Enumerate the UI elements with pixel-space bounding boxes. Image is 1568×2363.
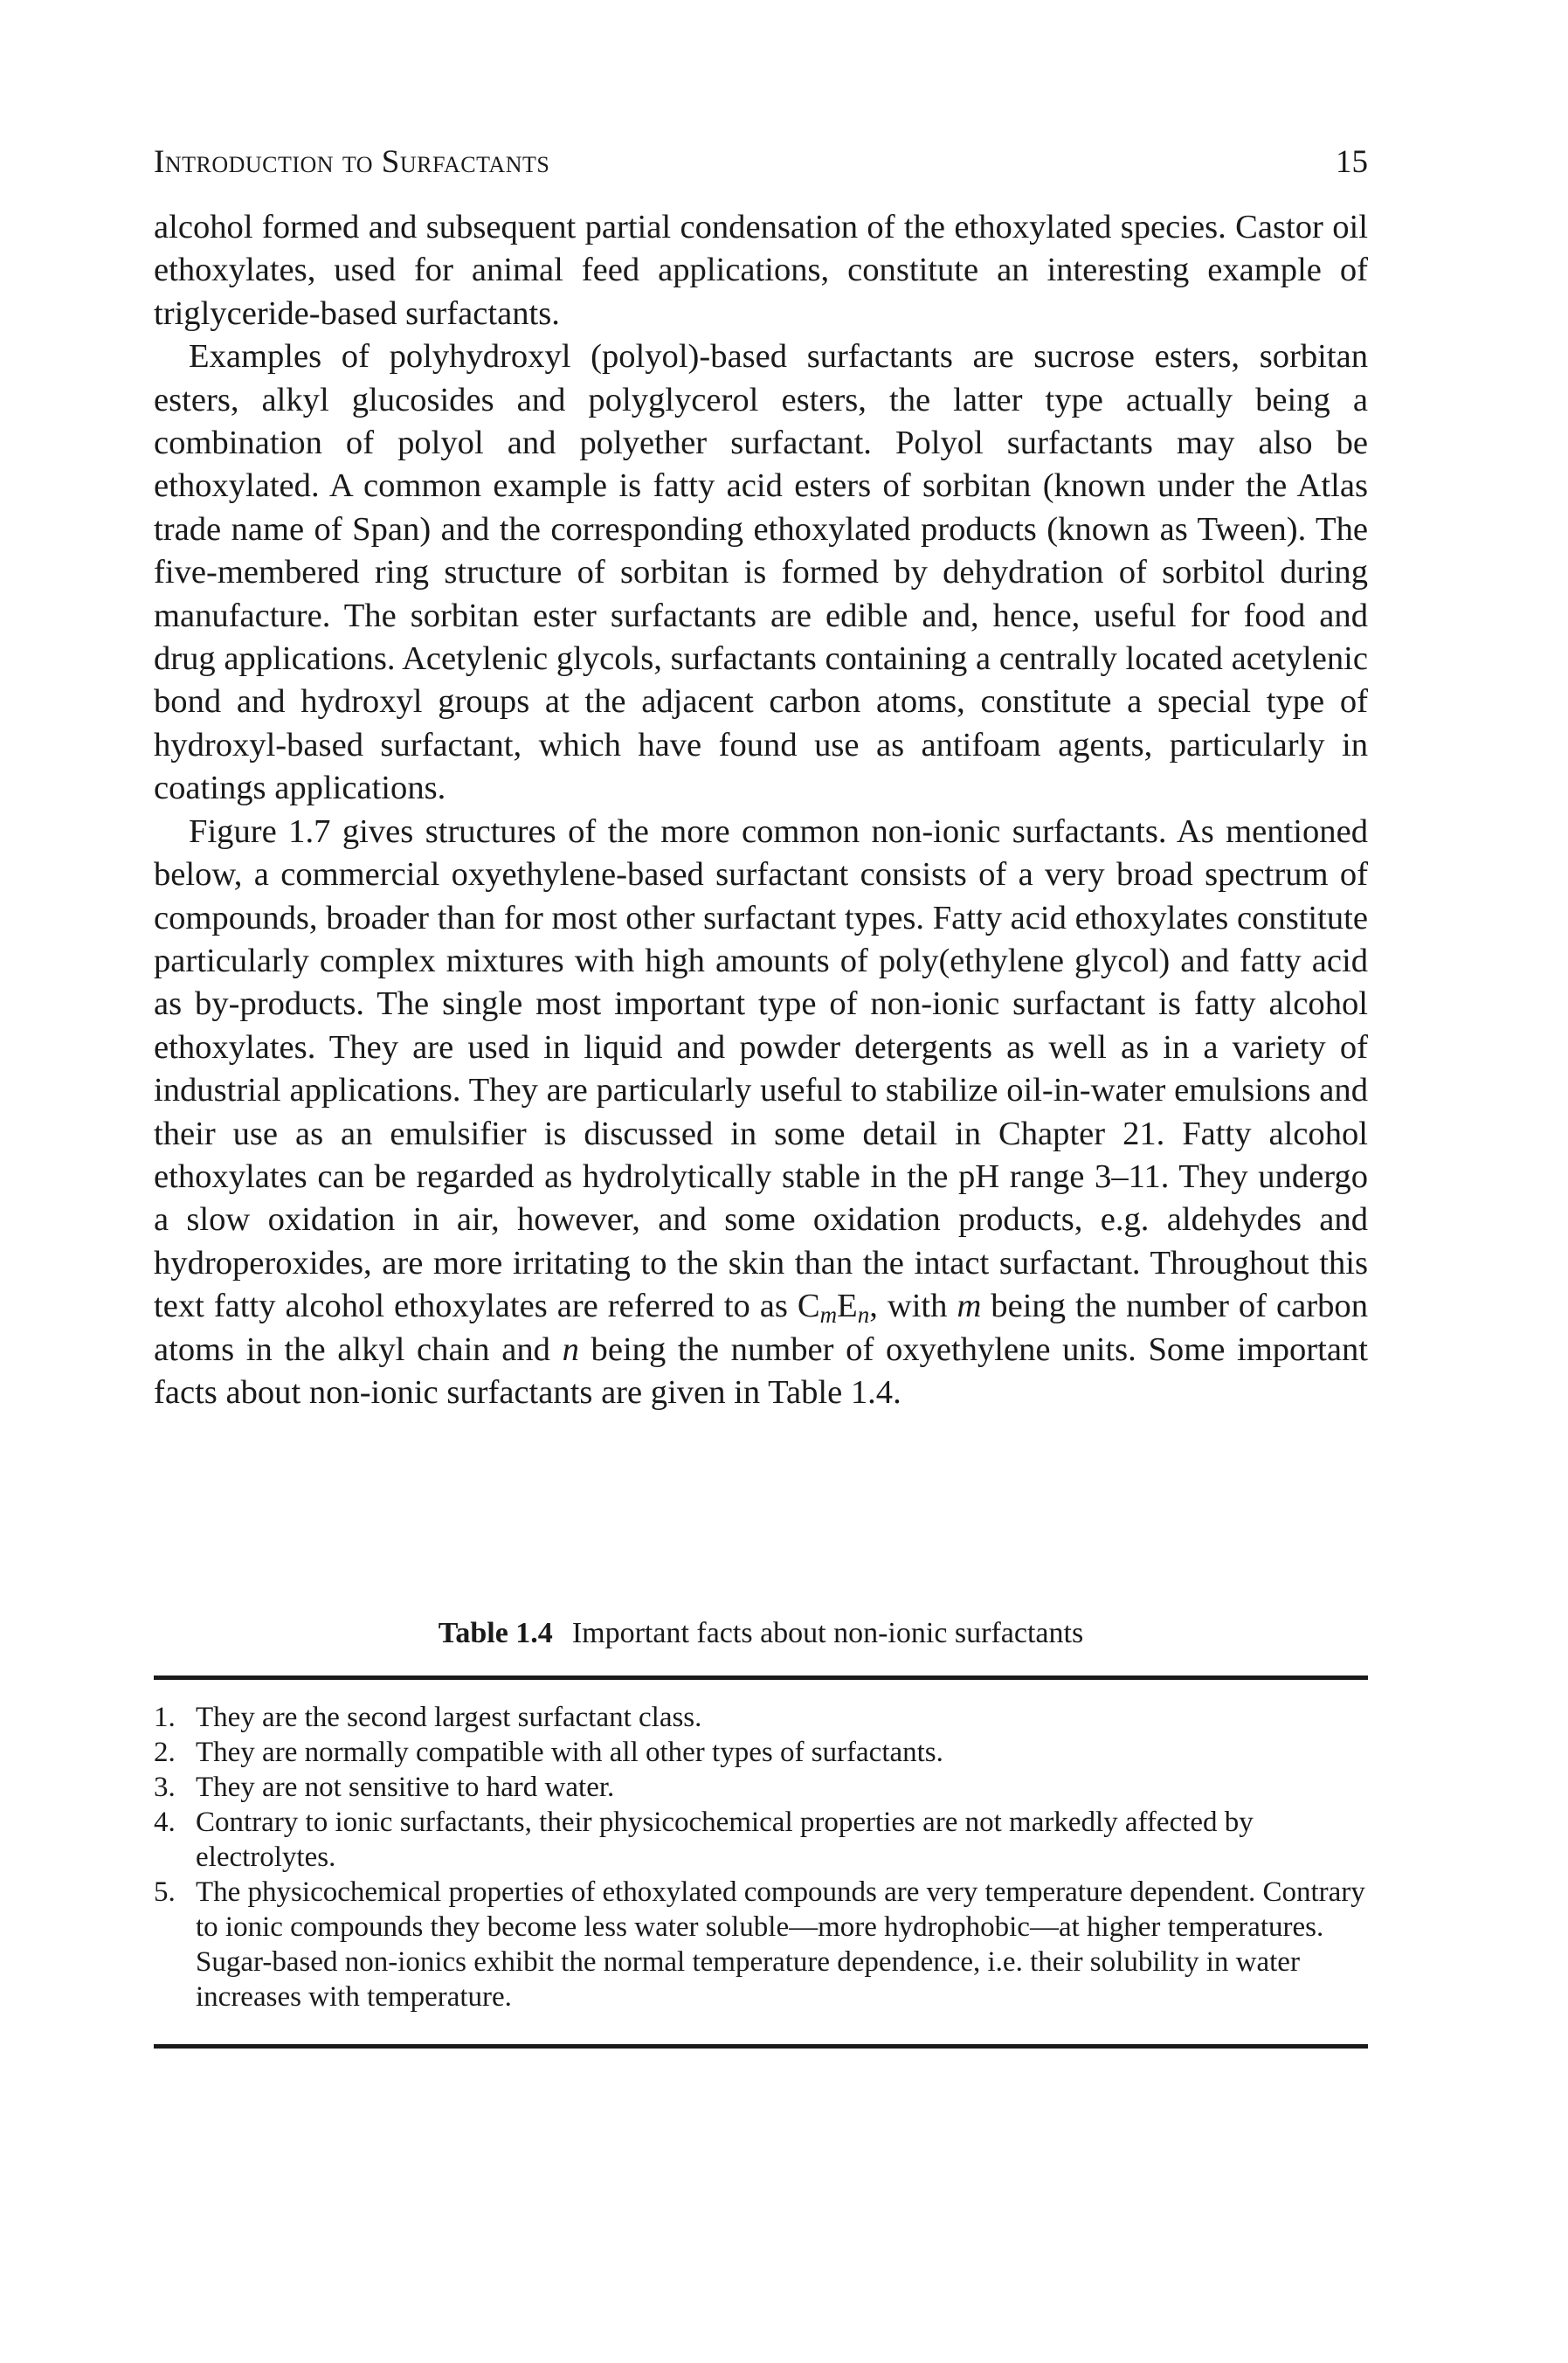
body-text [154, 206, 1368, 1414]
running-title: Introduction to Surfactants [154, 144, 550, 180]
table-top-rule [154, 1676, 1368, 1680]
running-head [154, 143, 1368, 185]
table-bottom-rule [154, 2044, 1368, 2049]
variable-m: m [957, 1288, 982, 1325]
table-title: Important facts about non-ionic surfactants [571, 1617, 1084, 1649]
fact-text: Contrary to ionic surfactants, their physicochemical properties are not markedly affected by electrolytes. [196, 1807, 1254, 1873]
fact-number: 3. [154, 1772, 176, 1803]
fact-text: They are the second largest surfactant class. [196, 1702, 702, 1733]
variable-n: n [562, 1330, 579, 1368]
paragraph-3: Figure 1.7 gives structures of the more common non-ionic surfactants. As mentioned below, a commercial oxyethylene-based surfactant consists of a very broad spectrum of compounds, broader than for most other surfactant types. Fatty acid ethoxylates constitute particularly complex mixtures with high amounts of poly(ethylene glycol) and fatty acid as by-products. The single most important type of non-ionic surfactant is fatty alcohol ethoxylates. They are used in liquid and powder detergents as well as in a variety of industrial applications. They are particularly useful to stabilize oil-in-water emulsions and their use as an emulsifier is discussed in some detail in Chapter 21. Fatty alcohol ethoxylates can be regarded as hydrolytically stable in the pH range 3–11. They undergo a slow oxidation in air, however, and some oxidation products, e.g. aldehydes and hydroperoxides, are more irritating to the skin than the intact surfactant. Throughout this text fatty alcohol ethoxylates are referred to as $C_mE_n$, with m being the number of carbon atoms in the alkyl chain and n being the number of oxyethylene units. Some important facts about non-ionic surfactants are given in Table 1.4. [154, 812, 1368, 1411]
fact-text: They are not sensitive to hard water. [196, 1772, 615, 1803]
fact-item [154, 1805, 1368, 1875]
paragraph-1: alcohol formed and subsequent partial condensation of the ethoxylated species. Castor oil ethoxylates, used for animal feed applications, constitute an interesting example of triglyceride-based surfactants. [154, 209, 1368, 332]
fact-number: 4. [154, 1807, 176, 1838]
fact-item [154, 1875, 1368, 2014]
cmen-symbol: $C_mE_n$ [797, 1288, 870, 1328]
fact-item [154, 1735, 1368, 1770]
fact-text: The physicochemical properties of ethoxylated compounds are very temperature dependent. Contrary to ionic compounds they become less water soluble—more hydrophobic—at higher temperatures. Sugar-based non-ionics exhibit the normal temperature dependence, i.e. their solubility in water increases with temperature. [196, 1876, 1365, 2013]
table-label: Table 1.4 [438, 1617, 553, 1649]
fact-text: They are normally compatible with all other types of surfactants. [196, 1737, 943, 1768]
paragraph-3-main: Figure 1.7 gives structures of the more common non-ionic surfactants. As mentioned below, a commercial oxyethylene-based surfactant consists of a very broad spectrum of compounds, broader than for most other surfactant types. Fatty acid ethoxylates constitute particularly complex mixtures with high amounts of poly(ethylene glycol) and fatty acid as by-products. The single most important type of non-ionic surfactant is fatty alcohol ethoxylates. They are used in liquid and powder detergents as well as in a variety of industrial applications. They are particularly useful to stabilize oil-in-water emulsions and their use as an emulsifier is discussed in some detail in Chapter 21. Fatty alcohol ethoxylates can be regarded as hydrolytically stable in the pH range 3–11. They undergo a slow oxidation in air, however, and some oxidation products, e.g. aldehydes and hydroperoxides, are more irritating to the skin than the intact surfactant. Throughout this text fatty alcohol ethoxylates are referred to as [154, 812, 1368, 1325]
fact-item [154, 1770, 1368, 1805]
table-caption [154, 1614, 1368, 1653]
fact-number: 5. [154, 1876, 176, 1908]
paragraph-2: Examples of polyhydroxyl (polyol)-based surfactants are sucrose esters, sorbitan esters, alkyl glucosides and polyglycerol esters, the latter type actually being a combination of polyol and polyether surfactant. Polyol surfactants may also be ethoxylated. A common example is fatty acid esters of sorbitan (known under the Atlas trade name of Span) and the corresponding ethoxylated products (known as Tween). The five-membered ring structure of sorbitan is formed by dehydration of sorbitol during manufacture. The sorbitan ester surfactants are edible and, hence, useful for food and drug applications. Acetylenic glycols, surfactants containing a centrally located acetylenic bond and hydroxyl groups at the adjacent carbon atoms, constitute a special type of hydroxyl-based surfactant, which have found use as antifoam agents, particularly in coatings applications. [154, 338, 1368, 807]
fact-number: 1. [154, 1702, 176, 1733]
fact-number: 2. [154, 1737, 176, 1768]
page-number: 15 [1336, 144, 1368, 180]
facts-list [154, 1700, 1368, 2014]
fact-item [154, 1700, 1368, 1735]
